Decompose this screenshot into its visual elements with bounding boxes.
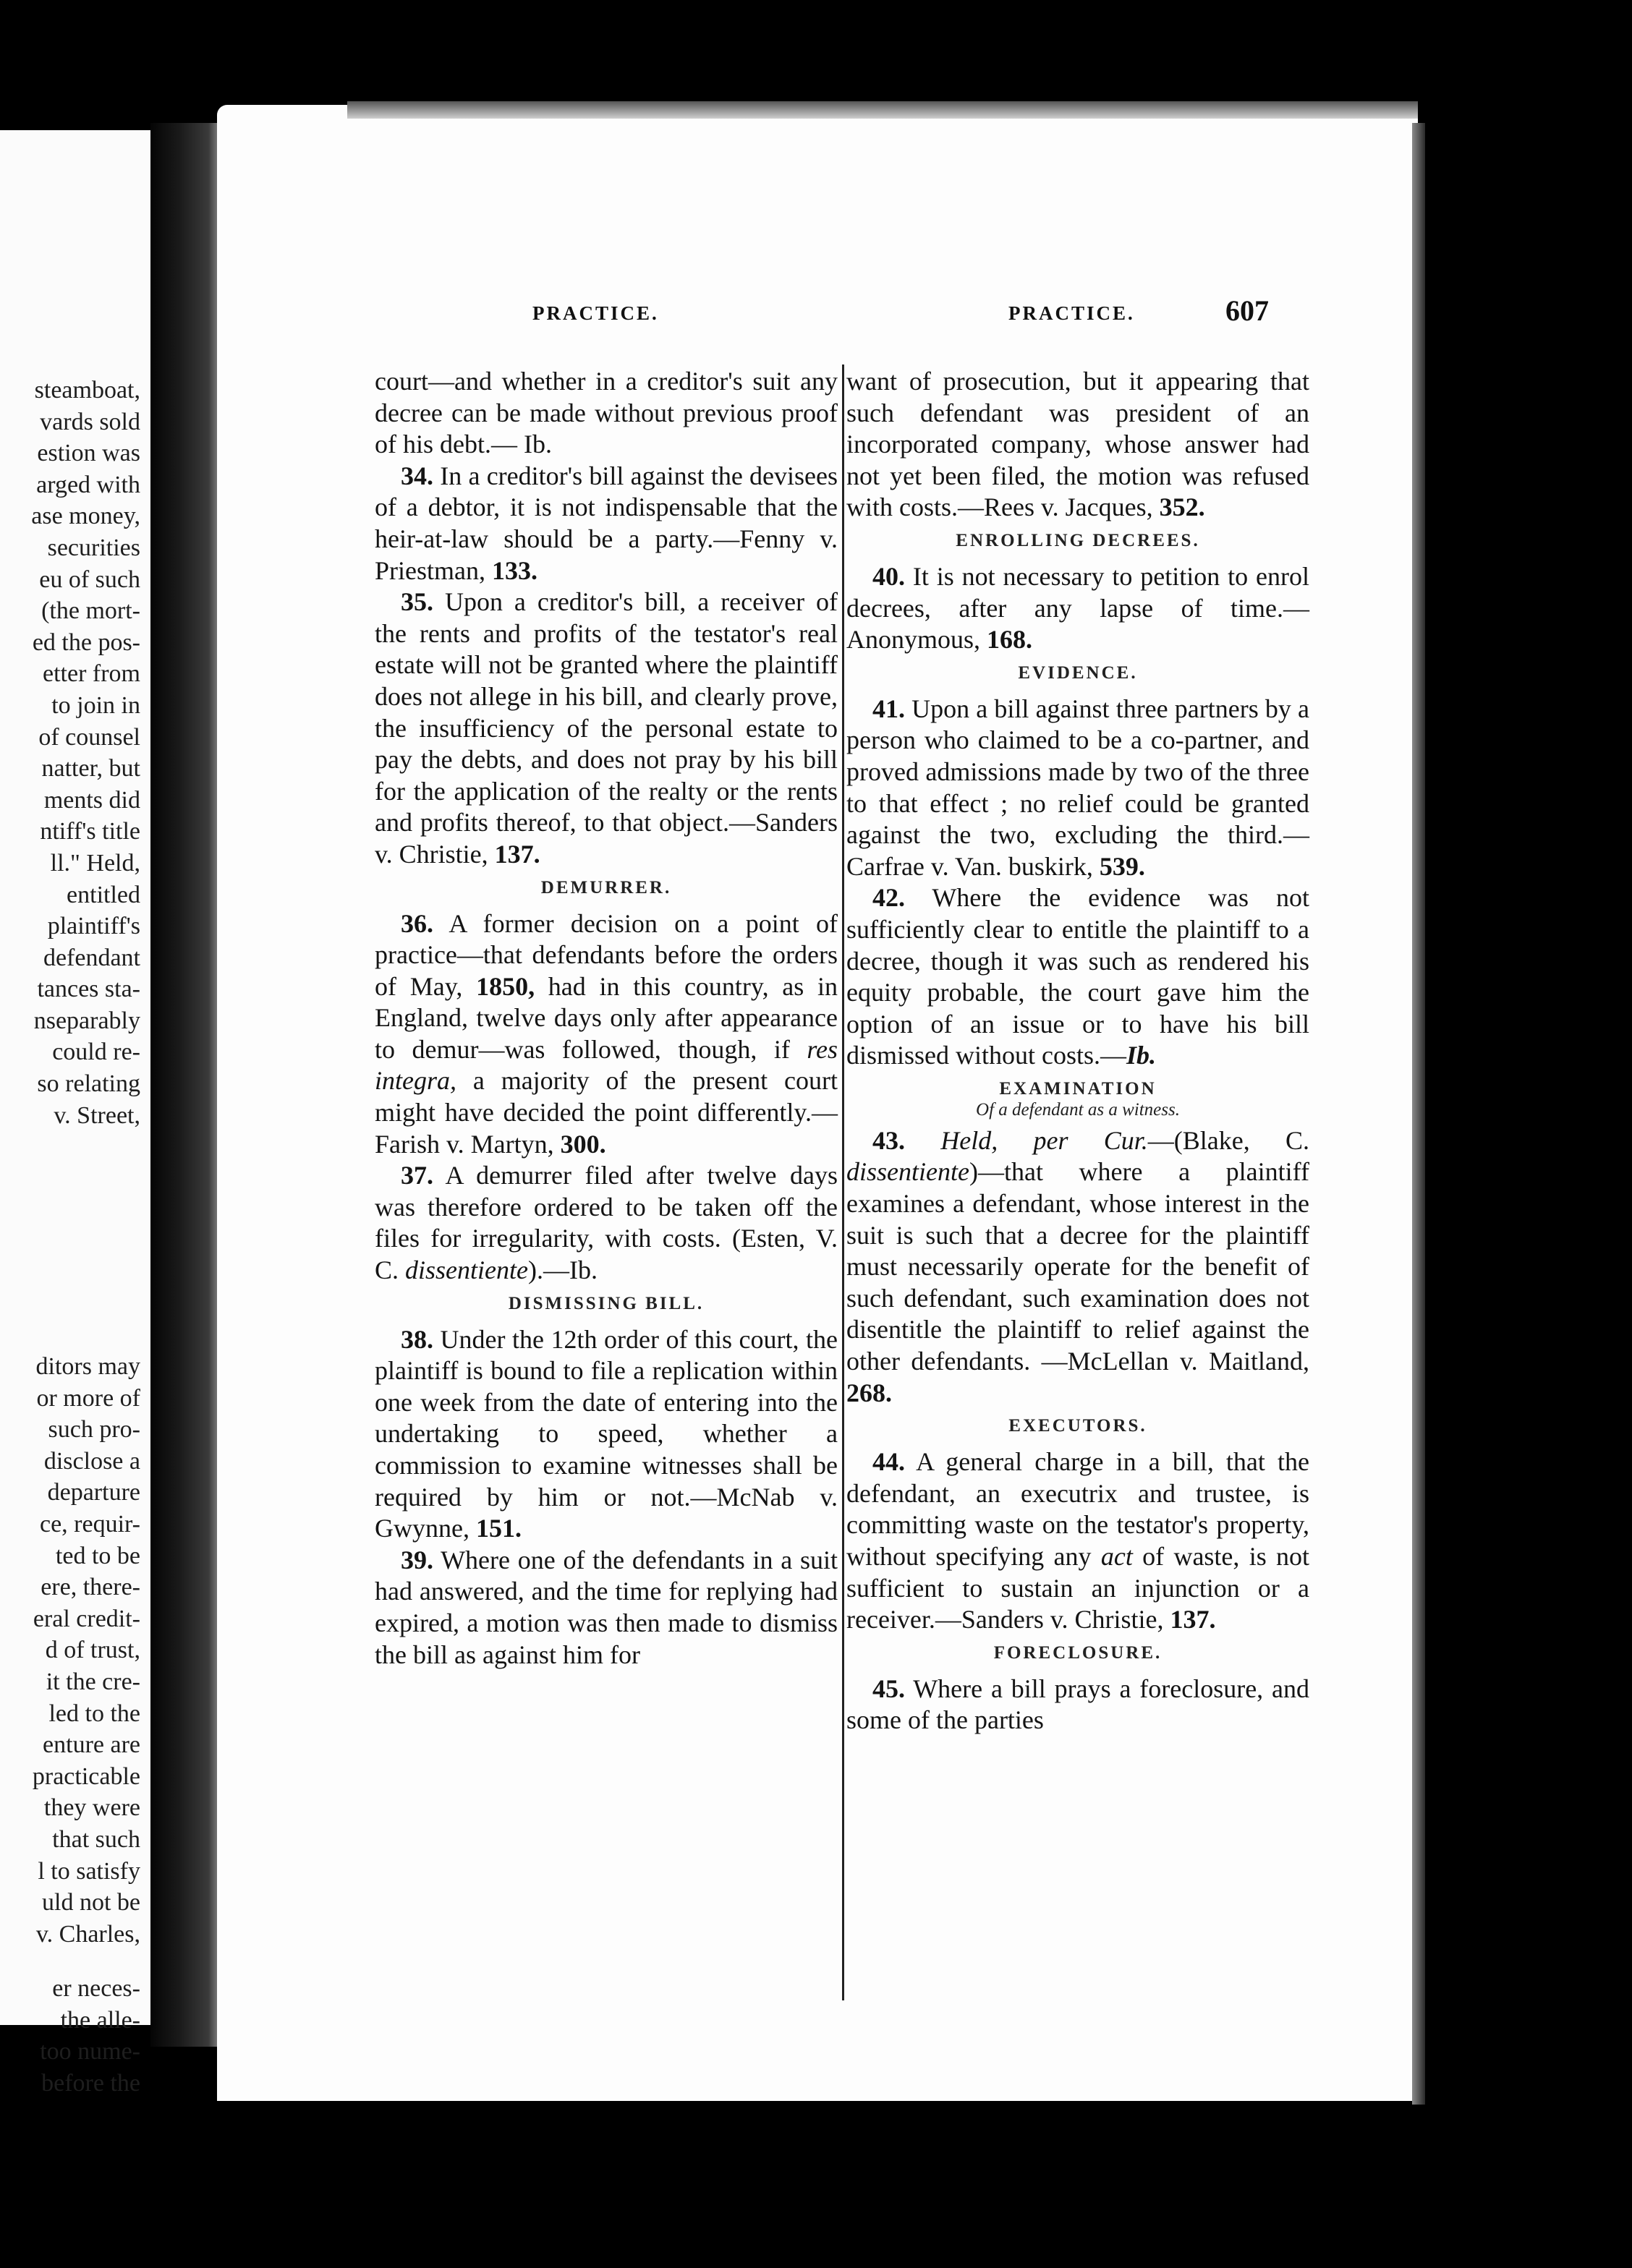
facing-page-line: led to the [48,1700,140,1727]
latin-phrase: res integra, [375,1034,838,1096]
latin-phrase: Held, per Cur. [940,1125,1148,1155]
facing-page-line: plaintiff's [47,913,140,940]
facing-page-line: to join in [51,691,140,719]
facing-page-line: ase money, [31,503,140,530]
paragraph-number: 44. [872,1447,905,1477]
facing-page-line: they were [43,1794,140,1822]
text-column-right [846,366,1309,1736]
facing-page-line: it the cre- [46,1668,140,1695]
facing-page-line: defendant [43,944,140,971]
facing-page-line: tances sta- [37,976,140,1003]
paragraph-number: 42. [872,883,905,913]
facing-page-line: enture are [43,1731,140,1759]
facing-page-line: entitled [67,881,140,908]
facing-page-line: eu of such [39,566,140,593]
paragraph-continued: court—and whether in a creditor's suit any decree can be made without previous proof of his debt.— Ib. [375,367,838,459]
facing-page-line: departure [47,1479,140,1506]
paragraph-38 [375,1324,838,1545]
text-column-left [375,366,838,1671]
paragraph-text: A general charge in a bill, that the defendant, an executrix and trustee, is committing waste on the testator's property, without specifying any [846,1447,1309,1571]
facing-page-line: l to satisfy [38,1857,140,1885]
paragraph-36 [375,908,838,1161]
paragraph-number: 38. [401,1324,433,1354]
paragraph-35 [375,587,838,870]
paragraph-45 [846,1674,1309,1736]
facing-page-line: v. Street, [54,1101,140,1129]
facing-page-line: ll." Held, [50,849,140,877]
paragraph-40 [846,561,1309,656]
facing-page-line: etter from [43,660,140,688]
paragraph-text: Under the 12th order of this court, the plaintiff is bound to file a replication within one week from the date of entering into the undertaking to speed, whether a commission to examine witnesses shall be required by him or not.—McNab v. Gwynne, [375,1324,838,1543]
paragraph-number: 39. [401,1545,433,1574]
emphasis: act [1100,1542,1133,1571]
facing-page-text-block-c [40,1973,140,2099]
paragraph-number: 35. [401,587,433,617]
facing-page-line: estion was [37,440,140,467]
paragraph-42 [846,882,1309,1072]
paragraph-text: —(Blake, C. [1147,1125,1310,1155]
facing-page-line: the alle- [60,2006,140,2034]
facing-page-line: d of trust, [45,1637,140,1664]
facing-page-line: ntiff's title [40,818,140,845]
paragraph-text: Upon a bill against three partners by a person who claimed to be a co-partner, and proved admissions made by two of the three to that effect ; no relief could be granted against the two, excluding the third.—Carfrae v. Van. buskirk, [846,694,1310,881]
facing-page-text-block-b [33,1351,140,1950]
paragraph-number: 36. [401,908,433,938]
facing-page-line: or more of [36,1384,140,1412]
facing-page-line: ed the pos- [32,628,140,656]
section-subheading: Of a defendant as a witness. [976,1099,1180,1120]
paragraph-number: 45. [872,1674,905,1703]
latin-phrase: dissentiente [846,1157,969,1187]
facing-page-line: ted to be [55,1542,140,1569]
paragraph-text: In a creditor's bill against the devisees of a debtor, it is not indispensable that the heir-at-law should be a party.—Fenny v. Priestman, [375,461,838,585]
paragraph-text: want of prosecution, but it appearing that such defendant was president of an incorporated company, whose answer had not yet been filed, the motion was refused with costs.—Rees v. Jacques, [846,367,1309,522]
facing-page [0,130,150,2097]
column-divider [842,364,844,2000]
section-heading-demurrer: DEMURRER. [540,877,672,898]
section-heading-dismissing-bill: DISMISSING BILL. [508,1293,705,1313]
facing-page-line: before the [41,2069,140,2097]
section-heading-executors: EXECUTORS. [1008,1416,1147,1436]
ibid-ref: Ib. [1126,1041,1157,1070]
paragraph-number: 37. [401,1161,433,1190]
facing-page-line: arged with [36,471,140,498]
section-heading-examination: EXAMINATION [999,1078,1157,1099]
page-top-edge [347,101,1418,119]
case-page-ref: 300. [560,1129,606,1159]
paragraph-39 [375,1545,838,1671]
facing-page-line: of counsel [38,723,140,751]
case-page-ref: 352. [1159,493,1205,522]
paragraph-text: ).—Ib. [527,1256,598,1285]
facing-page-line: eral credit- [33,1605,140,1632]
section-heading-enrolling-decrees: ENROLLING DECREES. [956,530,1200,550]
facing-page-line: ere, there- [41,1574,140,1601]
paragraph-41 [846,694,1309,883]
section-heading-foreclosure: FORECLOSURE. [993,1642,1163,1663]
paragraph-34 [375,461,838,587]
facing-page-line: v. Charles, [35,1920,140,1948]
facing-page-line: too nume- [40,2038,140,2066]
paragraph-number: 43. [872,1125,905,1155]
facing-page-line: nseparably [33,1007,140,1034]
page-right-edge [1412,123,1425,2105]
case-page-ref: 168. [987,625,1033,655]
running-head-left: PRACTICE. [532,302,659,324]
facing-page-line: so relating [37,1070,140,1098]
facing-page-line: ce, requir- [39,1510,140,1538]
paragraph-44 [846,1446,1309,1636]
case-page-ref: 268. [846,1378,892,1407]
paragraph-text: It is not necessary to petition to enrol decrees, after any lapse of time.—Anonymous, [846,561,1309,655]
facing-page-line: such pro- [48,1416,140,1444]
facing-page-line: steamboat, [34,377,140,404]
case-page-ref: 539. [1099,851,1145,881]
facing-page-line: that such [52,1825,140,1853]
paragraph-text: Upon a creditor's bill, a receiver of the rents and profits of the testator's real estate will not be granted where the plaintiff does not allege in his bill, and clearly prove, the insufficiency of the personal estate to pay the debts, and does not pray by his bill for the application of the realty or the rents and profits thereof, to that object.—Sanders v. Christie, [375,587,838,869]
case-page-ref: 151. [475,1514,522,1543]
paragraph-37 [375,1160,838,1286]
facing-page-line: vards sold [40,408,140,435]
facing-page-line: securities [47,534,140,561]
paragraph-text: Where a bill prays a foreclosure, and some of the parties [846,1674,1309,1735]
section-heading-evidence: EVIDENCE. [1018,662,1138,683]
paragraph-text: A former decision on a point of practice—that defendants before the orders of May, [375,908,838,1001]
facing-page-line: (the mort- [41,597,140,625]
facing-page-line: uld not be [42,1889,140,1917]
facing-page-line: er neces- [52,1975,140,2002]
facing-page-line: disclose a [43,1447,140,1475]
paragraph-number: 41. [872,694,905,723]
paragraph-text: A demurrer filed after twelve days was therefore ordered to be taken off the files for irregularity, with costs. (Esten, V. C. [375,1161,838,1285]
facing-page-line: ditors may [35,1353,140,1380]
facing-page-line: could re- [52,1039,140,1066]
paragraph-number: 40. [872,561,905,591]
facing-page-line: practicable [32,1762,140,1790]
paragraph-text: had in this country, as in England, twelve days only after appearance to demur—was followed, though, if [375,971,838,1064]
case-page-ref: 133. [491,555,537,585]
paragraph-continued [846,366,1309,524]
facing-page-text-block-a [31,375,140,1131]
paragraph-text: Where one of the defendants in a suit had answered, and the time for replying had expired, a motion was then made to dismiss the bill as against him for [375,1545,838,1669]
facing-page-line: natter, but [41,755,140,783]
paragraph-text: )—that where a plaintiff examines a defendant, whose interest in the suit is such that a decree for the plaintiff must necessarily operate for the benefit of such defendant, such examination does not disentitle the plaintiff to relief against the other defendants. —McLellan v. Maitland, [846,1157,1309,1376]
paragraph-text: Where the evidence was not sufficiently clear to entitle the plaintiff to a decree, though it was such as rendered his equity probable, the court gave him the option of an issue or to have his bill dismissed without costs.— [846,883,1309,1070]
facing-page-line: ments did [43,786,140,814]
paragraph-text: a majority of the present court might have decided the point differently.—Farish v. Martyn, [375,1066,838,1159]
case-page-ref: 137. [494,839,540,869]
page-number: 607 [1225,294,1269,327]
year: 1850, [476,971,535,1001]
latin-phrase: dissentiente [405,1256,528,1285]
book-gutter [150,123,223,2047]
paragraph-number: 34. [401,461,433,490]
paragraph-43 [846,1125,1309,1409]
running-head-right: PRACTICE. [1008,302,1135,324]
case-page-ref: 137. [1170,1605,1216,1634]
paragraph-text: of waste, is not sufficient to sustain an injunction or a receiver.—Sanders v. Christie, [846,1542,1310,1634]
